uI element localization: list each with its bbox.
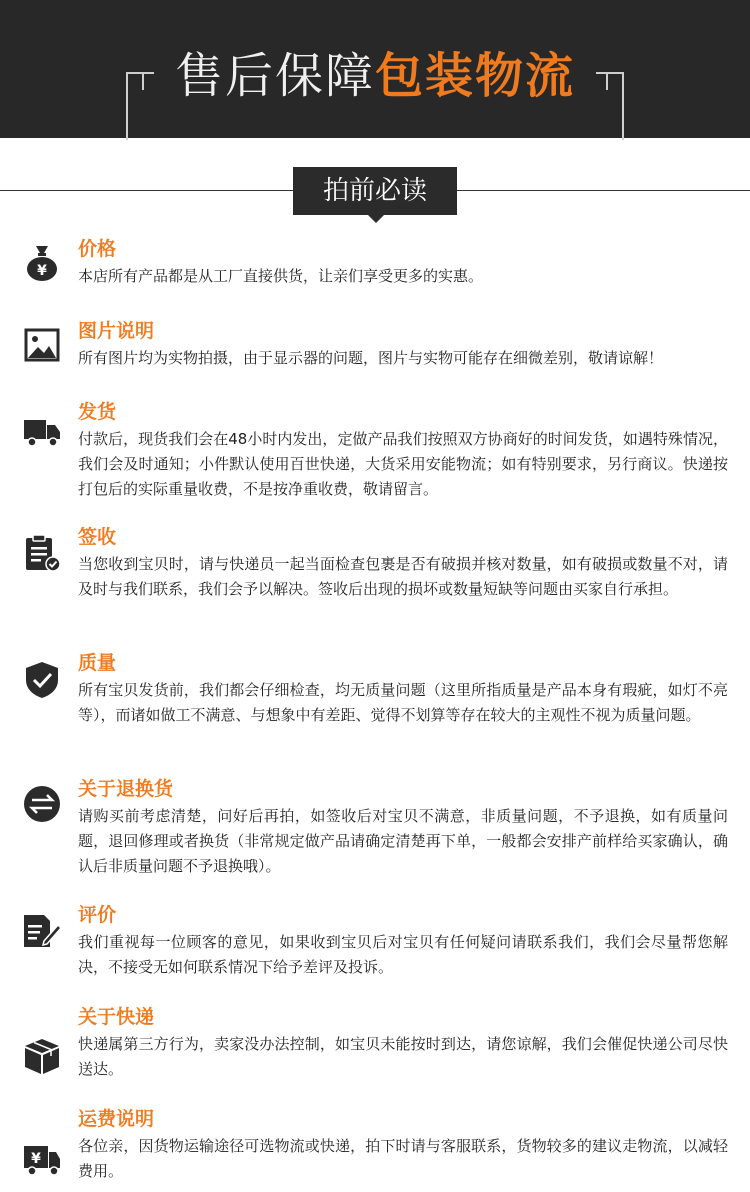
section-tag: 拍前必读 xyxy=(293,167,457,215)
edit-document-icon xyxy=(22,911,62,951)
item-desc: 本店所有产品都是从工厂直接供货，让亲们享受更多的实惠。 xyxy=(78,267,484,285)
item-desc: 请购买前考虑清楚，问好后再拍，如签收后对宝贝不满意，非质量问题，不予退换，如有质量问题，退回修理或者换货（非常规定做产品请确定清楚再下单，一般都会安排产前样给买家确认，确认后非质量问题不予退换哦）。 xyxy=(78,807,728,875)
package-box-icon xyxy=(22,1036,62,1076)
item-desc: 快递属第三方行为，卖家没办法控制，如宝贝未能按时到达，请您谅解，我们会催促快递公司尽快送达。 xyxy=(78,1035,728,1078)
item-title: 关于快递 xyxy=(78,1006,155,1028)
item-title: 发货 xyxy=(78,401,117,423)
item-title: 价格 xyxy=(78,238,117,260)
item-desc: 所有图片均为实物拍摄，由于显示器的问题，图片与实物可能存在细微差别，敬请谅解！ xyxy=(78,349,664,367)
item-title: 运费说明 xyxy=(78,1108,155,1130)
item-title: 关于退换货 xyxy=(78,778,174,800)
banner-title-orange: 包装物流 xyxy=(375,48,576,104)
item-desc: 各位亲，因货物运输途径可选物流或快递，拍下时请与客服联系，货物较多的建议走物流，以减轻费用。 xyxy=(78,1137,728,1180)
item-desc: 当您收到宝贝时，请与快递员一起当面检查包裹是否有破损并核对数量，如有破损或数量不对，请及时与我们联系，我们会予以解决。签收后出现的损坏或数量短缺等问题由买家自行承担。 xyxy=(78,555,728,598)
banner-title xyxy=(0,46,750,106)
item-desc: 付款后，现货我们会在48小时内发出，定做产品我们按照双方协商好的时间发货，如遇特殊情况，我们会及时通知；小件默认使用百世快递，大货采用安能物流；如有特别要求，另行商议。快递按打包后的实际重量收费，不是按净重收费，敬请留言。 xyxy=(78,430,728,498)
exchange-icon xyxy=(22,784,62,824)
item-title: 签收 xyxy=(78,526,117,548)
item-title: 图片说明 xyxy=(78,320,155,342)
clipboard-check-icon xyxy=(22,533,62,573)
item-title: 评价 xyxy=(78,904,117,926)
shield-check-icon xyxy=(22,660,62,700)
svg-text:¥: ¥ xyxy=(31,1151,41,1167)
item-desc: 所有宝贝发货前，我们都会仔细检查，均无质量问题（这里所指质量是产品本身有瑕疵，如灯不亮等），而诸如做工不满意、与想象中有差距、觉得不划算等存在较大的主观性不视为质量问题。 xyxy=(78,681,728,724)
money-bag-icon xyxy=(22,242,62,282)
yuan-truck-icon xyxy=(22,1138,62,1178)
truck-icon xyxy=(22,411,62,451)
item-desc: 我们重视每一位顾客的意见，如果收到宝贝后对宝贝有任何疑问请联系我们，我们会尽量帮您解决，不接受无如何联系情况下给予差评及投诉。 xyxy=(78,933,728,976)
picture-icon xyxy=(22,325,62,365)
banner-title-white: 售后保障 xyxy=(174,48,375,104)
item-title: 质量 xyxy=(78,652,117,674)
svg-text:¥: ¥ xyxy=(37,263,47,279)
